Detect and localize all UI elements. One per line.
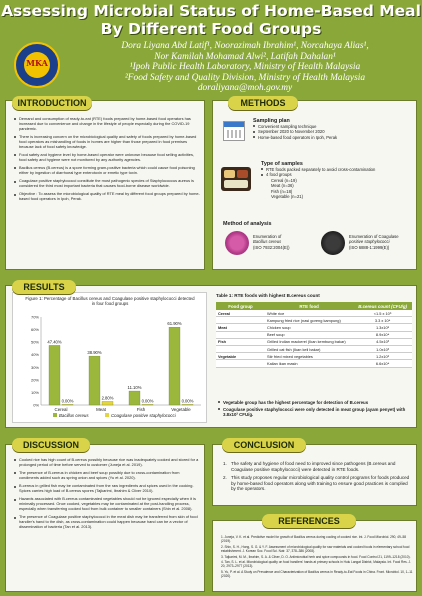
references-panel	[212, 520, 417, 592]
bar-coagulase	[102, 401, 113, 405]
introduction-heading: INTRODUCTION	[12, 96, 92, 110]
discussion-bullet: B.cereus in grilled fish may be contaminated from the raw ingredients and spices used in the cooking. Spices carries high load of B.cereus spores (Tajkarimi, Ibrahim & Cliver 2010).	[14, 484, 200, 494]
affiliation-2: ²Food Safety and Quality Division, Ministry of Health Malaysia	[124, 72, 366, 83]
reference-item: 5. Yu, P. et al. A Study on Prevalence and Characterization of Bacillus cereus in Ready-to-Eat Foods in China. Front. Microbiol. 10, 1–11 (2020).	[221, 569, 413, 579]
finding-item: Vegetable group has the highest percentage for detection of B.cereus	[218, 400, 414, 405]
results-table	[216, 302, 412, 368]
food-container-image	[221, 167, 251, 191]
analysis-bacillus	[253, 234, 315, 250]
data-label: 2.80%	[101, 395, 114, 401]
table-title: Table 1: RTE foods with highest B.cereus count	[216, 293, 320, 298]
bacillus-plate-image	[225, 231, 249, 255]
y-tick-label: 40%	[30, 352, 39, 358]
analysis1-line: (ISO 7932:2004(E))	[253, 244, 290, 250]
table-row	[216, 324, 412, 331]
food-group-cell	[216, 317, 265, 324]
rte-food-cell: Beef soup	[265, 331, 353, 338]
intro-bullet: Demand and consumption of ready-to-eat (RTE) foods prepared by home-based food operators has increased due to convenience and change in the lifestyle of people especially during the COVID-19 pandemic.	[14, 117, 200, 132]
chart-panel	[12, 292, 207, 423]
analysis1-line: Enumeration of	[253, 234, 282, 239]
food-group-cell	[216, 345, 265, 352]
author-email: doraliyana@moh.gov.my	[197, 83, 293, 94]
count-cell: 1.2x10⁶	[353, 353, 412, 360]
intro-bullet: Coagulase positive staphylococci constitute the most pathogenic species of Staphylococcus aureus is considered the third most important bacteria that causes food-borne disease worldwide.	[14, 179, 200, 189]
food-group-cell: Cereal	[216, 310, 265, 317]
bar-bacillus	[89, 356, 100, 405]
types-list	[261, 167, 411, 178]
bar-bacillus	[169, 327, 180, 405]
bar-chart	[13, 293, 208, 424]
staph-plate-image	[321, 231, 345, 255]
title-line-2: By Different Food Groups	[100, 20, 322, 38]
rte-food-cell: Grilled Indian mackerel (Ikan kembung bakar)	[265, 338, 353, 345]
count-cell: 8.9x10⁴	[353, 331, 412, 338]
food-group-cell	[216, 360, 265, 367]
rte-food-cell: Kampung fried rice (nasi goreng kampung)	[265, 317, 353, 324]
bar-bacillus	[49, 345, 60, 405]
references-heading: REFERENCES	[262, 514, 356, 528]
data-label: 0.00%	[141, 398, 154, 404]
y-tick-label: 10%	[30, 389, 39, 395]
count-cell: 1.3x10⁵	[353, 324, 412, 331]
legend-label-bacillus: Bacillus cereus	[59, 413, 89, 418]
food-group-cell: Vegetable	[216, 353, 265, 360]
reference-item: 2. Shin, S. H., Hong, S. G. & Y. F. Assessment of microbiological quality for raw materials and cooked foods in elementary school food establishment. J. Korean Soc. Food Sci. Nutr. 37, 378–386 (2008).	[221, 544, 410, 553]
count-cell: 4.5x10³	[353, 338, 412, 345]
table-header: B.cereus count (CFU/g)	[353, 302, 412, 310]
bar-coagulase	[182, 404, 193, 405]
discussion-bullet: Hazards associated with B.cereus contaminated vegetables should not be ignored especially when it is minimally processed. Once cooked, vegetables may be contaminated at the post-handling process, especially when transferring cooked food from bulk container to smaller containers (Shin et al. 2008).	[14, 497, 200, 512]
conclusion-list	[223, 461, 411, 492]
table-row	[216, 331, 412, 338]
types-title: Type of samples	[261, 161, 303, 167]
types-item: RTE foods packed separately to avoid cross-contamination	[261, 167, 411, 172]
analysis-staph	[349, 234, 417, 250]
author-block	[70, 41, 420, 94]
data-label: 0.00%	[61, 398, 74, 404]
conclusion-item	[223, 475, 411, 492]
conclusion-panel	[212, 444, 417, 506]
rte-food-cell: White rice	[265, 310, 353, 317]
data-label: 61.90%	[167, 321, 182, 327]
sampling-title: Sampling plan	[253, 118, 290, 124]
conclusion-number: 2.	[223, 475, 227, 481]
conclusion-text: This study proposes regular microbiological quality control programs for foods produced by home-based food operators along with training to ensure good practices is complied by the operators.	[231, 475, 410, 492]
table-row	[216, 360, 412, 367]
food-group-list	[261, 178, 411, 200]
rte-food-cell: Grilled cat fish (Ikan keli bakar)	[265, 345, 353, 352]
findings-list	[218, 400, 414, 421]
reference-item: 4. Tan, S. L. et al. Microbiological quality on food handlers' hands at primary schools in Hulu Langat District, Malaysia. Int. Food Res. J. 20, 2973–2977 (2013).	[221, 560, 411, 569]
intro-bullet: Food safety and hygiene level by home-based operator were unknown because food selling activities, food safety and hygiene were not monitored by any authority agencies.	[14, 153, 200, 163]
analysis2-line: Enumeration of Coagulase	[349, 234, 399, 239]
reference-item: 1. Juneja, V. K. et al. Predictive model for growth of Bacillus cereus during cooling of cooked rice. Int. J. Food Microbiol. 290, 49–58 (2019).	[221, 535, 407, 544]
author-names-1: Dora Liyana Abd Latif¹, Noorazimah Ibrahim¹, Norcahaya Alias¹,	[121, 41, 369, 51]
analysis2-line: positive staphylococci	[349, 239, 390, 245]
discussion-panel	[5, 444, 205, 592]
types-item: 4 food groups	[261, 172, 411, 177]
introduction-panel	[5, 100, 205, 270]
bar-coagulase	[142, 404, 153, 405]
conclusion-number: 1.	[223, 461, 227, 466]
affiliation-1: ¹Ipoh Public Health Laboratory, Ministry of Health Malaysia	[129, 62, 361, 73]
analysis2-line: (ISO 6888-1:1999(E))	[349, 244, 390, 250]
x-tick-label: Cereal	[54, 407, 68, 412]
bar-bacillus	[129, 391, 140, 405]
calendar-icon	[223, 121, 245, 141]
reference-item: 3. Tajkarimi, M. M., Ibrahim, S. A. & Cliver, D. O. Antimicrobial herb and spice compounds in food. Food Control 21, 1199–1218 (2010).	[221, 554, 411, 559]
y-tick-label: 30%	[30, 364, 39, 370]
sampling-item: Home-based food operators in Ipoh, Perak	[253, 135, 413, 140]
results-panel	[5, 285, 417, 428]
count-cell: 6.6x10⁴	[353, 360, 412, 367]
rte-food-cell: Chicken soup	[265, 324, 353, 331]
food-group-item: Vegetable (n=21)	[271, 194, 304, 200]
food-group-cell: Fish	[216, 338, 265, 345]
discussion-bullet: The presence of Coagulase positive staphylococci in the meat dish may be transferred from skin of food handler's hand to the dish, as cross-contamination could happen because hand can be a vector of dissemination of bacteria (Tan et al. 2013).	[14, 515, 200, 530]
count-cell: 3.3 x 10⁴	[353, 317, 412, 324]
x-tick-label: Vegetable	[171, 407, 191, 412]
table-header: Food group	[216, 302, 265, 310]
discussion-bullet: The presence of B.cereus in chicken and beef soup possibly due to cross-contamination from condiments added such as spring onion and spices (Yu et al. 2020).	[14, 471, 200, 481]
data-label: 47.40%	[47, 339, 62, 345]
count-cell: <1.5 x 10⁶	[353, 310, 412, 317]
legend-swatch-bacillus	[53, 413, 57, 417]
intro-bullet: Objective : To assess the microbiological quality of RTE meal by different food groups prepared by home-based food operators in Ipoh, Perak.	[14, 192, 200, 202]
sampling-item: Convenient sampling technique	[253, 124, 413, 129]
intro-bullet: There is increasing concern on the microbiological quality and safety of foods prepared by home-based food operators as mishandling of foods in homes are higher than those prepared in food premises because lack of food safety knowledge.	[14, 135, 200, 150]
food-group-item: Cereal (n=19)	[271, 177, 297, 183]
sampling-list	[253, 124, 413, 140]
references-list	[221, 535, 413, 580]
bar-coagulase	[62, 404, 73, 405]
title-line-1: Assessing Microbial Status of Home-Based Meal	[1, 2, 421, 20]
y-tick-label: 70%	[30, 314, 39, 320]
table-row	[216, 338, 412, 345]
food-group-item: Fish (n=18)	[271, 188, 293, 194]
methods-heading: METHODS	[228, 96, 298, 110]
sampling-item: September 2020 to November 2020	[253, 129, 413, 134]
table-body	[216, 310, 412, 367]
y-tick-label: 50%	[30, 339, 39, 345]
legend-swatch-coagulase	[105, 413, 109, 417]
food-group-item: Meat (n=36)	[271, 183, 294, 189]
conclusion-text: The safety and hygiene of food need to improved since pathogens (B.cereus and Coagulase positive staphylococci) were detected in RTE foods.	[231, 461, 396, 472]
table-header-row	[216, 302, 412, 310]
poster-title	[0, 2, 422, 38]
table-row	[216, 353, 412, 360]
discussion-bullet: Cooked rice has high count of B.cereus possibly because rice was inadequately cooked and stored for a prolonged period of time before served to customer (Juneja et al. 2019).	[14, 458, 200, 468]
table-row	[216, 310, 412, 317]
y-tick-label: 20%	[30, 377, 39, 383]
y-tick-label: 60%	[30, 327, 39, 333]
introduction-list	[14, 117, 200, 205]
table-row	[216, 345, 412, 352]
data-label: 11.10%	[127, 385, 142, 391]
analysis1-line: Bacillus cereus	[253, 239, 282, 245]
discussion-heading: DISCUSSION	[12, 438, 90, 452]
chart-title: Figure 1: Percentage of Bacillus cereus and Coagulase positive staphylococci detected in four food groups	[25, 296, 195, 307]
analysis-title: Method of analysis	[223, 221, 272, 227]
methods-panel	[212, 100, 417, 270]
rte-food-cell: Stir fried mixed vegetables	[265, 353, 353, 360]
rte-food-cell: Kailan ikan masin	[265, 360, 353, 367]
data-label: 0.00%	[181, 398, 194, 404]
table-row	[216, 317, 412, 324]
author-names-2: Nor Kamilah Mohamad Alwi², Latifah Dahalan¹	[154, 51, 336, 62]
logo-text: MKA	[26, 58, 48, 68]
table-header: RTE food	[265, 302, 353, 310]
conclusion-heading: CONCLUSION	[222, 438, 306, 452]
intro-bullet: Bacillus cereus (B.cereus) is a spore forming gram-positive bacteria which could cause food poisoning either by ingestion of diarrhoeal type enterotoxin or emetic type toxin.	[14, 166, 200, 176]
finding-item: Coagulase positive staphylococci were only detected in meat group (ayam penyet) with 3.8x10³ CFU/g.	[218, 407, 414, 418]
x-tick-label: Meat	[96, 407, 106, 412]
food-group-cell: Meat	[216, 324, 265, 331]
mka-logo	[14, 42, 60, 88]
food-group-cell	[216, 331, 265, 338]
discussion-list	[14, 458, 200, 533]
count-cell: 1.0x10³	[353, 345, 412, 352]
conclusion-item	[223, 461, 411, 472]
legend-label-coagulase: Coagulase positive staphylococci	[111, 413, 176, 418]
y-tick-label: 0%	[33, 402, 39, 408]
results-heading: RESULTS	[12, 280, 76, 294]
x-tick-label: Fish	[136, 407, 146, 412]
data-label: 38.90%	[87, 350, 102, 356]
